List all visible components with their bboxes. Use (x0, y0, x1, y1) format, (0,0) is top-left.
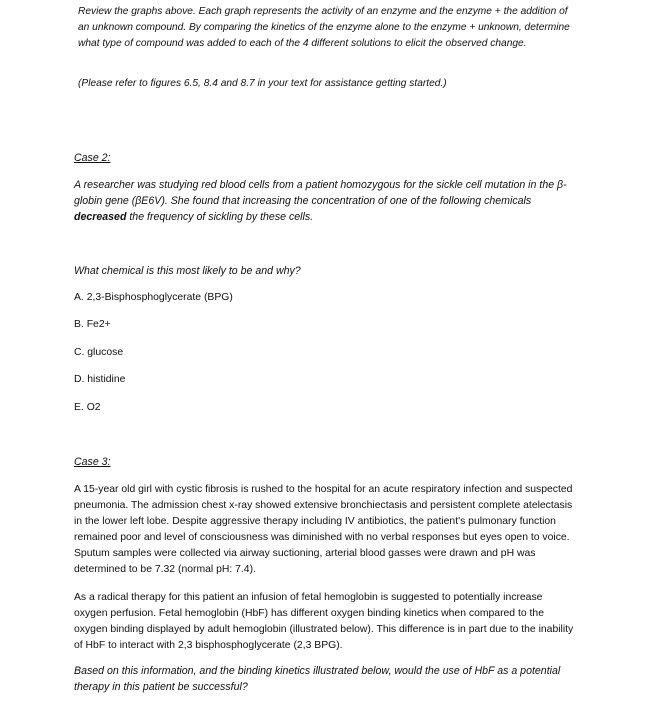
case2-body (74, 177, 579, 225)
answer-option-d: D. histidine (74, 374, 126, 385)
case3-paragraph-1: A 15-year old girl with cystic fibrosis is rushed to the hospital for an acute respiratory infection and suspected pneumonia. The admission chest x-ray showed extensive bronchiectasis and persistent complete atelectasis in the lower left lobe. Despite aggressive therapy including IV antibiotics, the patient's pulmonary function remained poor and level of consciousness was diminished with no verbal responses but eyes open to voice. Sputum samples were collected via airway suctioning, arterial blood gasses were drawn and pH was determined to be 7.32 (normal pH: 7.4). (74, 484, 573, 575)
intro-paragraph: Review the graphs above. Each graph represents the activity of an enzyme and the enzyme + the addition of an unknown compound. By comparing the kinetics of the enzyme alone to the enzyme + unknown, determine what type of compound was added to each of the 4 different solutions to elicit the observed change. (78, 6, 570, 49)
answer-option-c: C. glucose (74, 347, 124, 358)
answer-option-a: A. 2,3-Bisphosphoglycerate (BPG) (74, 292, 233, 303)
answer-option-e: E. O2 (74, 402, 101, 413)
case2-heading: Case 2: (74, 152, 111, 164)
answer-option-b: B. Fe2+ (74, 319, 111, 330)
case2-question: What chemical is this most likely to be and why? (74, 265, 301, 277)
case2-body-text: A researcher was studying red blood cells from a patient homozygous for the sickle cell mutation in the β-globin gene (βE6V). She found that increasing the concentration of one of the following chemicals (74, 179, 567, 207)
case2-body-emphasis: decreased (74, 211, 127, 223)
case2-body-text-end: the frequency of sickling by these cells. (126, 211, 314, 223)
case3-paragraph-2: As a radical therapy for this patient an infusion of fetal hemoglobin is suggested to potentially increase oxygen perfusion. Fetal hemoglobin (HbF) has different oxygen binding kinetics when compared to the oxygen binding displayed by adult hemoglobin (illustrated below). This difference is in part due to the inability of HbF to interact with 2,3 bisphosphoglycerate (2,3 BPG). (74, 592, 574, 651)
case3-question: Based on this information, and the binding kinetics illustrated below, would the use of HbF as a potential therapy in this patient be successful? (74, 665, 561, 693)
intro-note: (Please refer to figures 6.5, 8.4 and 8.7 in your text for assistance getting started.) (78, 78, 447, 89)
case3-heading: Case 3: (74, 456, 111, 468)
